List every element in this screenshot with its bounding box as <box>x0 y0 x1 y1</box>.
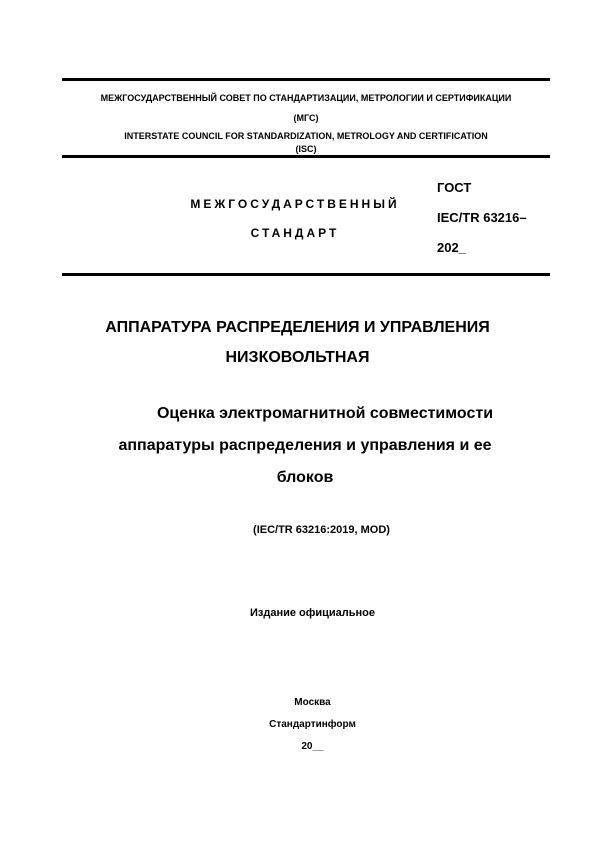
title-line-2: НИЗКОВОЛЬТНАЯ <box>225 349 370 366</box>
subtitle-line-1: Оценка электромагнитной совместимости <box>156 405 494 422</box>
subtitle-line-3: блоков <box>276 469 334 486</box>
imprint-city: Москва <box>294 697 331 708</box>
designation-line-1: ГОСТ <box>437 180 472 195</box>
standard-type-line-2: СТАНДАРТ <box>250 226 340 240</box>
edition-note: Издание официальное <box>249 607 376 619</box>
council-rule <box>62 155 550 158</box>
designation-rule <box>62 273 550 276</box>
council-en-line-1: INTERSTATE COUNCIL FOR STANDARDIZATION, METROLOGY AND CERTIFICATION <box>124 131 488 141</box>
imprint <box>0 692 595 758</box>
imprint-year: 20__ <box>301 741 324 752</box>
council-ru-line-2: (МГС) <box>293 113 319 123</box>
document-subtitle <box>70 398 540 494</box>
international-reference: (IEC/TR 63216:2019, MOD) <box>253 524 390 536</box>
designation-line-2: IEC/TR 63216– <box>437 210 527 225</box>
title-line-1: АППАРАТУРА РАСПРЕДЕЛЕНИЯ И УПРАВЛЕНИЯ <box>105 319 490 336</box>
council-en-line-2: (ISC) <box>295 144 317 154</box>
council-ru-line-1: МЕЖГОСУДАРСТВЕННЫЙ СОВЕТ ПО СТАНДАРТИЗАЦИИ, МЕТРОЛОГИИ И СЕРТИФИКАЦИИ <box>100 93 512 103</box>
document-title <box>40 313 555 373</box>
standard-type <box>150 190 440 248</box>
top-rule <box>62 78 550 81</box>
subtitle-line-2: аппаратуры распределения и управления и ее <box>118 437 492 454</box>
council-name-english <box>62 130 550 156</box>
standard-designation <box>437 173 527 263</box>
standard-type-line-1: МЕЖГОСУДАРСТВЕННЫЙ <box>190 197 400 211</box>
council-name-russian <box>62 88 550 128</box>
imprint-publisher: Стандартинформ <box>269 719 356 730</box>
designation-line-3: 202_ <box>437 240 466 255</box>
